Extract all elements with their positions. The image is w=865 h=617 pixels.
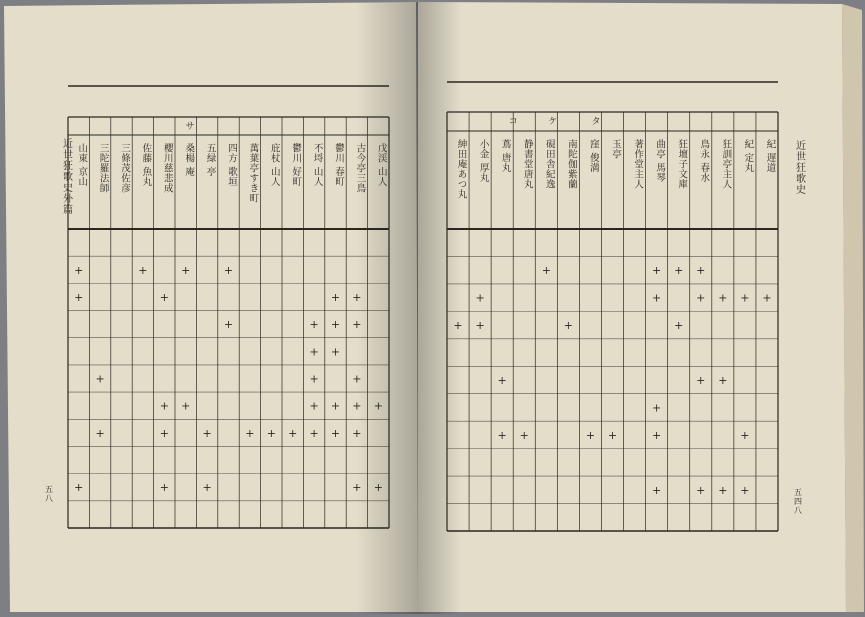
appearance-mark: +: [475, 291, 485, 305]
appearance-mark: +: [266, 426, 276, 440]
left-page-number: 五八: [44, 485, 54, 503]
appearance-mark: +: [330, 399, 341, 413]
appearance-mark: +: [541, 264, 551, 278]
appearance-mark: +: [181, 399, 191, 413]
appearance-mark: +: [159, 426, 169, 440]
author-name: 三陀羅法師: [97, 143, 109, 193]
appearance-mark: +: [740, 291, 750, 305]
appearance-mark: +: [202, 426, 212, 440]
author-name: 窪 俊満: [587, 139, 599, 173]
appearance-mark: +: [373, 399, 383, 413]
author-name: 庇杖 山人: [268, 143, 280, 187]
appearance-mark: +: [352, 372, 362, 386]
appearance-mark: +: [762, 291, 772, 305]
book-pages: [4, 2, 864, 614]
author-name: 硯田舎紀逸: [543, 139, 555, 189]
appearance-mark: +: [740, 483, 750, 497]
author-name: 小金 厚丸: [477, 139, 489, 183]
author-name: 櫻川慈悲成: [161, 143, 173, 193]
author-name: 静書堂唐丸: [521, 139, 533, 189]
appearance-mark: +: [202, 481, 212, 495]
appearance-mark: +: [352, 426, 362, 440]
author-name: 桑楊 庵: [183, 143, 195, 177]
author-name: 古今亭三鳥: [354, 143, 366, 193]
section-marker: ケ: [548, 117, 558, 127]
author-name: 四方 歌垣: [226, 143, 237, 187]
appearance-mark: +: [352, 399, 362, 413]
appearance-mark: +: [519, 428, 529, 442]
author-name: 玉亭: [610, 139, 621, 159]
appearance-mark: +: [74, 481, 84, 495]
appearance-mark: +: [718, 291, 728, 305]
appearance-mark: +: [475, 319, 485, 333]
appearance-mark: +: [309, 426, 319, 440]
appearance-mark: +: [696, 483, 706, 497]
appearance-mark: +: [159, 399, 169, 413]
appearance-mark: +: [95, 426, 105, 440]
author-name: 三條茂佐彦: [119, 143, 130, 193]
appearance-mark: +: [352, 318, 362, 332]
gutter-shadow-right: [418, 2, 848, 614]
appearance-mark: +: [497, 374, 507, 387]
appearance-mark: +: [95, 372, 105, 386]
appearance-mark: +: [674, 264, 684, 278]
author-name: 戊渓 山人: [375, 143, 387, 187]
appearance-mark: +: [309, 318, 319, 332]
appearance-mark: +: [330, 426, 341, 440]
author-name: 山東 京山: [76, 143, 88, 187]
appearance-mark: +: [652, 483, 662, 497]
appearance-mark: +: [497, 428, 507, 442]
appearance-mark: +: [696, 291, 706, 305]
appearance-mark: +: [309, 372, 319, 386]
author-name: 鬱川 春町: [333, 143, 344, 187]
appearance-mark: +: [652, 291, 662, 305]
appearance-mark: +: [309, 399, 319, 413]
right-page-number: 五四八: [793, 488, 803, 515]
appearance-mark: +: [309, 345, 319, 359]
author-name: 佐藤 魚丸: [140, 143, 152, 187]
appearance-mark: +: [159, 290, 169, 304]
appearance-mark: +: [330, 345, 341, 359]
section-marker: サ: [185, 122, 195, 132]
author-name: 紳田庵あつ丸: [455, 139, 467, 199]
author-name: 狂壇子文庫: [676, 139, 688, 189]
gutter-shadow-left: [4, 2, 418, 614]
author-name: 鬱川 好町: [290, 143, 302, 187]
appearance-mark: +: [288, 426, 298, 440]
appearance-mark: +: [330, 290, 341, 304]
author-name: 不埒 山人: [311, 143, 323, 187]
appearance-mark: +: [223, 263, 234, 277]
appearance-mark: +: [563, 319, 573, 333]
appearance-mark: +: [352, 290, 362, 304]
author-name: 狂訓亭主人: [720, 139, 732, 189]
appearance-mark: +: [159, 481, 169, 495]
right-running-head: 近世狂歌史: [793, 140, 805, 195]
appearance-mark: +: [330, 318, 341, 332]
appearance-mark: +: [181, 263, 191, 277]
author-name: 南陀伽紫蘭: [565, 139, 577, 189]
appearance-mark: +: [74, 263, 84, 277]
appearance-mark: +: [74, 290, 84, 304]
author-name: 蔦 唐丸: [499, 139, 511, 173]
appearance-mark: +: [718, 374, 728, 387]
section-marker: タ: [591, 117, 601, 127]
appearance-mark: +: [674, 319, 684, 333]
appearance-mark: +: [652, 264, 662, 278]
section-marker: コ: [508, 117, 518, 127]
author-name: 著作堂主人: [632, 139, 644, 189]
appearance-mark: +: [373, 481, 383, 495]
appearance-mark: +: [652, 401, 662, 415]
appearance-mark: +: [740, 428, 750, 442]
author-name: 鳥永 春水: [698, 139, 710, 183]
left-running-head: 近世狂歌史外篇: [60, 138, 72, 215]
appearance-mark: +: [585, 428, 596, 442]
author-name: 紀 定丸: [742, 139, 754, 173]
appearance-mark: +: [607, 428, 618, 442]
appearance-mark: +: [718, 483, 728, 497]
author-name: 曲亭 馬琴: [654, 139, 666, 183]
author-name: 萬葉亭すき町: [247, 143, 259, 203]
author-name: 五緑 亭: [204, 143, 216, 177]
appearance-mark: +: [696, 264, 706, 278]
appearance-mark: +: [696, 374, 706, 387]
appearance-mark: +: [138, 263, 148, 277]
appearance-mark: +: [652, 428, 662, 442]
appearance-mark: +: [245, 426, 255, 440]
author-name: 紀 遅道: [764, 139, 776, 173]
appearance-mark: +: [453, 319, 463, 333]
appearance-mark: +: [352, 481, 362, 495]
appearance-mark: +: [223, 318, 234, 332]
